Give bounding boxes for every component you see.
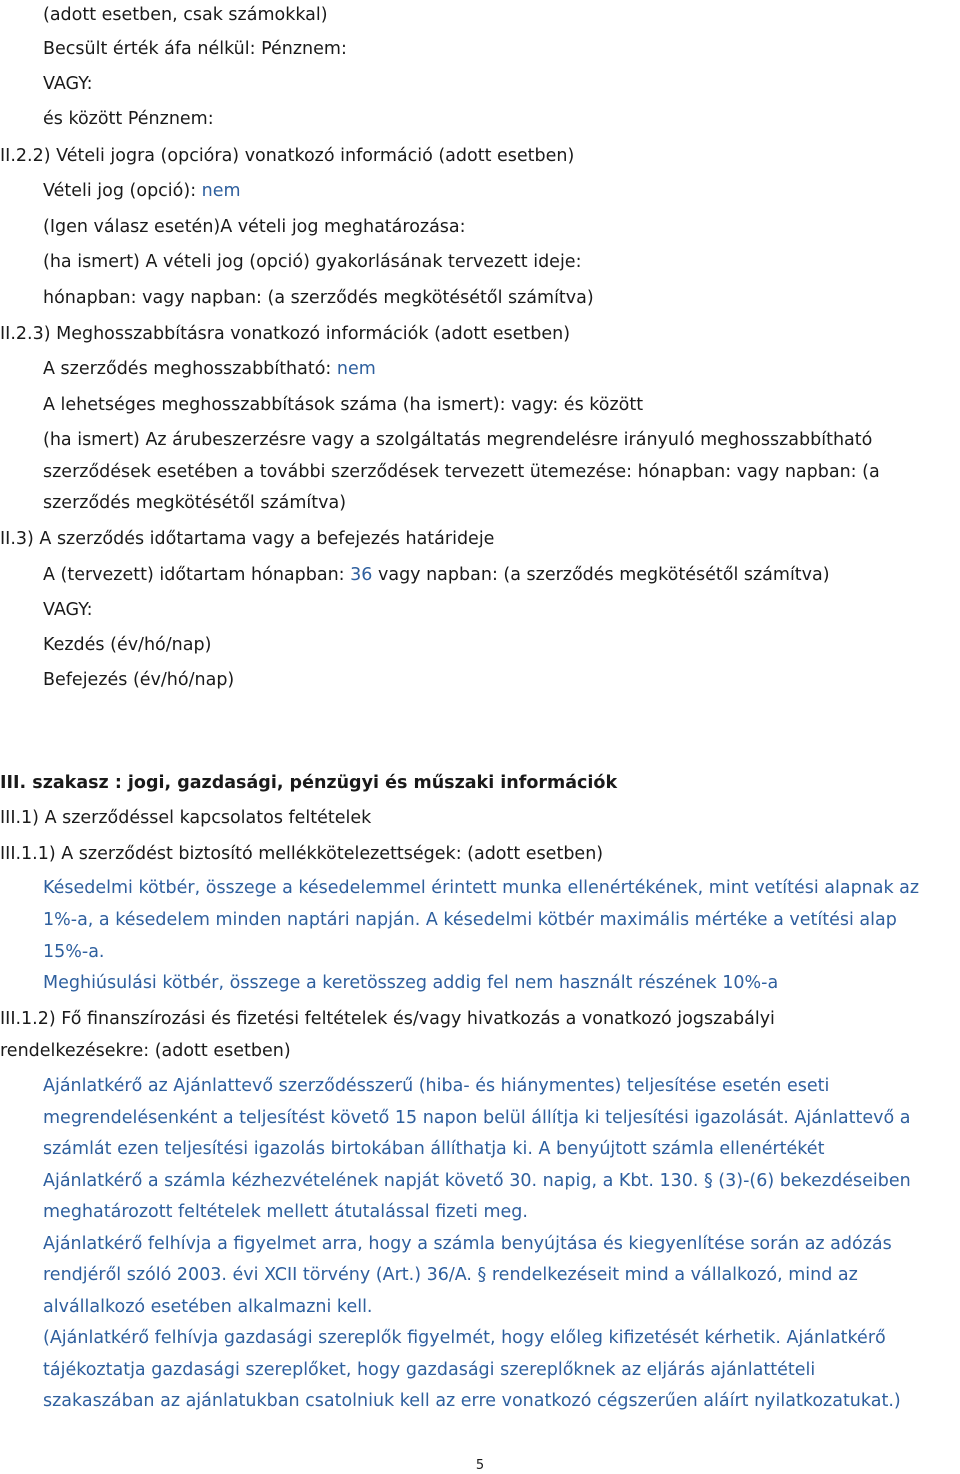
- vagy-label: VAGY:: [43, 600, 93, 620]
- opcio-honapban: hónapban: vagy napban: (a szerződés megkötésétől számítva): [43, 288, 594, 308]
- fizetes-line: (Ajánlatkérő felhívja gazdasági szereplők figyelmét, hogy előleg kifizetését kérhetik. Ajánlatkérő: [43, 1328, 886, 1348]
- hosszabbithato-row: [43, 357, 376, 381]
- mellek-line: Meghiúsulási kötbér, összege a keretösszeg addig fel nem használt részének 10%-a: [43, 973, 779, 993]
- igen-valasz: (Igen válasz esetén)A vételi jog meghatározása:: [43, 217, 466, 237]
- fizetes-line: Ajánlatkérő az Ajánlattevő szerződésszerű (hiba- és hiánymentes) teljesítése esetén eseti: [43, 1076, 830, 1096]
- section-2-2-3-heading: II.2.3) Meghosszabbításra vonatkozó információk (adott esetben): [0, 324, 571, 344]
- hosszabbithato-value: nem: [336, 359, 376, 379]
- fizetes-line: megrendelésenként a teljesítést követő 15 napon belül állítja ki teljesítési igazolását. Ajánlattevő a: [43, 1108, 911, 1128]
- section-2-3-heading: II.3) A szerződés időtartama vagy a befejezés határideje: [0, 529, 495, 549]
- section-3-1-2-heading-line-1: III.1.2) Fő finanszírozási és fizetési feltételek és/vagy hivatkozás a vonatkozó jogszabályi: [0, 1009, 775, 1029]
- es-kozott: és között Pénznem:: [43, 109, 214, 129]
- idotartam-row: [43, 563, 830, 587]
- lehetseges-hosszabbitasok: A lehetséges meghosszabbítások száma (ha ismert): vagy: és között: [43, 395, 644, 415]
- opcio-value: nem: [201, 181, 241, 201]
- befejezes: Befejezés (év/hó/nap): [43, 670, 235, 690]
- kezdes: Kezdés (év/hó/nap): [43, 635, 212, 655]
- mellek-line: 1%-a, a késedelem minden naptári napján. A késedelmi kötbér maximális mértéke a vetítési alap: [43, 910, 897, 930]
- section-3-1-2-heading-line-2: rendelkezésekre: (adott esetben): [0, 1041, 291, 1061]
- page-number: 5: [475, 1458, 485, 1473]
- fizetes-line: Ajánlatkérő a számla kézhezvételének napját követő 30. napig, a Kbt. 130. § (3)-(6) bekezdéseiben: [43, 1171, 911, 1191]
- section-2-2-2-heading: II.2.2) Vételi jogra (opcióra) vonatkozó információ (adott esetben): [0, 146, 575, 166]
- becsult-ertek: Becsült érték áfa nélkül: Pénznem:: [43, 39, 347, 59]
- opcio-label: Vételi jog (opció):: [43, 181, 202, 201]
- section-3-1-heading: III.1) A szerződéssel kapcsolatos feltételek: [0, 808, 372, 828]
- utemezes-line-2: szerződések esetében a további szerződések tervezett ütemezése: hónapban: vagy napban: (a: [43, 462, 880, 482]
- utemezes-line-1: (ha ismert) Az árubeszerzésre vagy a szolgáltatás megrendelésre irányuló meghosszabbítható: [43, 430, 873, 450]
- fizetes-line: rendjéről szóló 2003. évi XCII törvény (Art.) 36/A. § rendelkezéseit mind a vállalkozó, mind az: [43, 1265, 858, 1285]
- hosszabbithato-label: A szerződés meghosszabbítható:: [43, 359, 337, 379]
- fizetes-line: meghatározott feltételek mellett átutalással fizeti meg.: [43, 1202, 528, 1222]
- adott-esetben-szamokkal: (adott esetben, csak számokkal): [43, 5, 328, 25]
- section-3-heading: III. szakasz : jogi, gazdasági, pénzügyi és műszaki információk: [0, 773, 618, 793]
- utemezes-line-3: szerződés megkötésétől számítva): [43, 493, 347, 513]
- vagy-label-top: VAGY:: [43, 74, 93, 94]
- idotartam-value: 36: [350, 565, 373, 585]
- fizetes-line: Ajánlatkérő felhívja a figyelmet arra, hogy a számla benyújtása és kiegyenlítése során az adózás: [43, 1234, 892, 1254]
- opcio-row: [43, 179, 241, 203]
- opcio-ideje: (ha ismert) A vételi jog (opció) gyakorlásának tervezett ideje:: [43, 252, 582, 272]
- idotartam-pre: A (tervezett) időtartam hónapban:: [43, 565, 351, 585]
- section-3-1-1-heading: III.1.1) A szerződést biztosító mellékkötelezettségek: (adott esetben): [0, 844, 604, 864]
- fizetes-line: tájékoztatja gazdasági szereplőket, hogy gazdasági szereplőknek az eljárás ajánlattételi: [43, 1360, 816, 1380]
- idotartam-post: vagy napban: (a szerződés megkötésétől számítva): [372, 565, 830, 585]
- fizetes-line: alvállalkozó esetében alkalmazni kell.: [43, 1297, 373, 1317]
- fizetes-line: számlát ezen teljesítési igazolás birtokában állíthatja ki. A benyújtott számla ellenértékét: [43, 1139, 825, 1159]
- fizetes-line: szakaszában az ajánlatukban csatolniuk kell az erre vonatkozó cégszerűen aláírt nyilatkozatukat.): [43, 1391, 901, 1411]
- mellek-line: Késedelmi kötbér, összege a késedelemmel érintett munka ellenértékének, mint vetítési alapnak az: [43, 878, 920, 898]
- mellek-line: 15%-a.: [43, 942, 105, 962]
